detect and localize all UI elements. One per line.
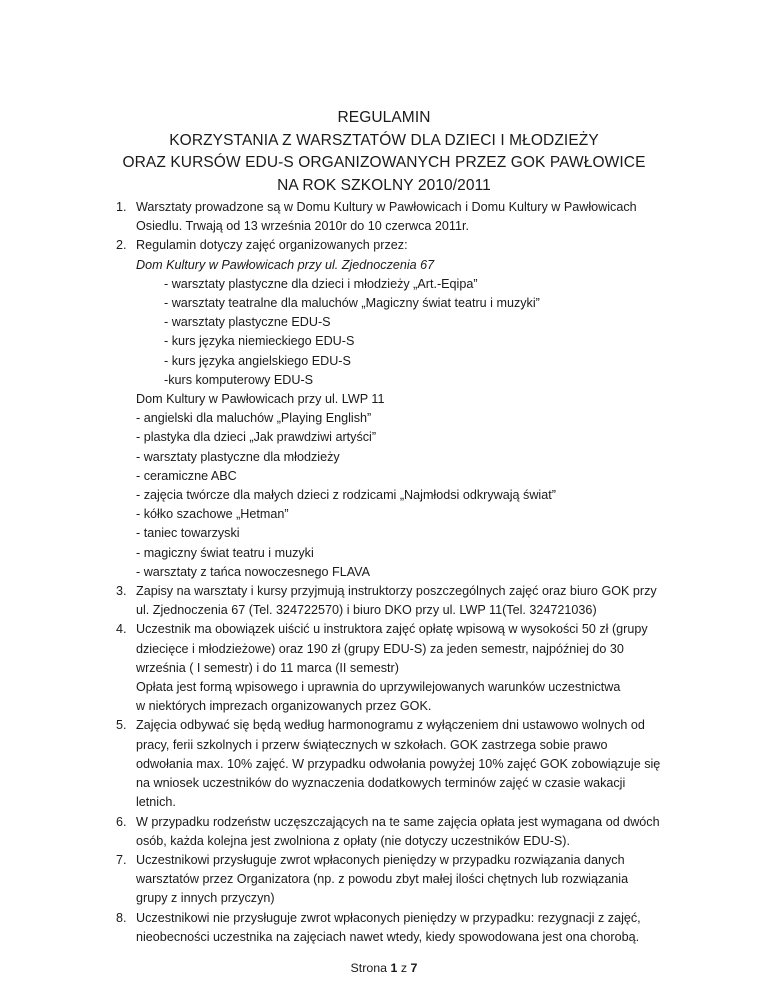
venue-heading-zjednoczenia: Dom Kultury w Pawłowicach przy ul. Zjednoczenia 67 xyxy=(136,257,435,272)
rule-item-2 xyxy=(0,236,768,582)
rule-line: na wniosek uczestników do wyznaczenia dodatkowych terminów zajęć w czasie wakacji xyxy=(136,776,626,791)
rule-line: Uczestnikowi przysługuje zwrot wpłaconych pieniędzy w przypadku rozwiązania danych xyxy=(136,852,625,867)
rule-number: 2. xyxy=(116,238,127,253)
activity-item: -kurs komputerowy EDU-S xyxy=(164,372,314,387)
activity-item: - warsztaty teatralne dla maluchów „Magiczny świat teatru i muzyki” xyxy=(164,296,540,311)
rule-item-1 xyxy=(0,198,768,236)
document-title xyxy=(0,107,768,197)
rules-list xyxy=(0,198,768,947)
footer-page-number: 1 xyxy=(390,961,398,975)
title-line-2: KORZYSTANIA Z WARSZTATÓW DLA DZIECI I MŁODZIEŻY xyxy=(169,131,599,149)
activity-item: - ceramiczne ABC xyxy=(136,468,237,483)
activity-item: - warsztaty plastyczne dla dzieci i młodzieży „Art.-Eqipa” xyxy=(164,276,478,291)
activity-item: - kurs języka angielskiego EDU-S xyxy=(164,353,351,368)
rule-line: w niektórych imprezach organizowanych przez GOK. xyxy=(136,699,432,714)
title-line-3: ORAZ KURSÓW EDU-S ORGANIZOWANYCH PRZEZ GOK PAWŁOWICE xyxy=(122,154,646,171)
activity-item: - warsztaty plastyczne dla młodzieży xyxy=(136,449,340,464)
page-footer xyxy=(0,959,768,977)
rule-number: 8. xyxy=(116,910,127,925)
rule-line: letnich. xyxy=(136,795,176,810)
activity-item: - kurs języka niemieckiego EDU-S xyxy=(164,334,355,349)
activity-item: - plastyka dla dzieci „Jak prawdziwi artyści” xyxy=(136,430,377,445)
title-line-1: REGULAMIN xyxy=(337,109,431,126)
rule-line: pracy, ferii szkolnych i przerw świątecznych w szkołach. GOK zastrzega sobie prawo xyxy=(136,737,608,752)
rule-item-3 xyxy=(0,582,768,620)
rule-line: odwołania max. 10% zajęć. W przypadku odwołania powyżej 10% zajęć GOK zobowiązuje się xyxy=(136,756,661,771)
rule-item-4 xyxy=(0,620,768,716)
venue-heading-lwp: Dom Kultury w Pawłowicach przy ul. LWP 11 xyxy=(136,392,385,407)
rule-line: września ( I semestr) i do 11 marca (II semestr) xyxy=(136,660,399,675)
rule-number: 3. xyxy=(116,584,127,599)
rule-item-7 xyxy=(0,851,768,909)
rule-line: W przypadku rodzeństw uczęszczających na te same zajęcia opłata jest wymagana od dwóch xyxy=(136,814,660,829)
rule-line: osób, każda kolejna jest zwolniona z opłaty (nie dotyczy uczestników EDU-S). xyxy=(136,833,570,848)
activity-item: - warsztaty z tańca nowoczesnego FLAVA xyxy=(136,564,371,579)
rule-line: Zapisy na warsztaty i kursy przyjmują instruktorzy poszczególnych zajęć oraz biuro GOK przy xyxy=(136,584,657,599)
rule-line: Osiedlu. Trwają od 13 września 2010r do 10 czerwca 2011r. xyxy=(136,219,469,234)
rule-number: 1. xyxy=(116,200,127,214)
footer-separator: z xyxy=(400,961,408,975)
rule-line: warsztatów przez Organizatora (np. z powodu zbyt małej ilości chętnych lub rozwiązania xyxy=(136,872,629,887)
rule-line: Uczestnik ma obowiązek uiścić u instruktora zajęć opłatę wpisową w wysokości 50 zł (grupy xyxy=(136,622,648,637)
activity-item: - zajęcia twórcze dla małych dzieci z rodzicami „Najmłodsi odkrywają świat” xyxy=(136,488,556,503)
rule-number: 5. xyxy=(116,718,127,733)
rule-line: dziecięce i młodzieżowe) oraz 190 zł (grupy EDU-S) za jeden semestr, najpóźniej do 30 xyxy=(136,641,624,656)
activity-item: - taniec towarzyski xyxy=(136,526,240,541)
rule-line: ul. Zjednoczenia 67 (Tel. 324722570) i biuro DKO przy ul. LWP 11(Tel. 324721036) xyxy=(136,603,597,618)
rule-item-6 xyxy=(0,813,768,851)
rule-number: 4. xyxy=(116,622,127,637)
activity-item: - kółko szachowe „Hetman” xyxy=(136,507,289,522)
rule-number: 7. xyxy=(116,852,127,867)
rule-line: Uczestnikowi nie przysługuje zwrot wpłaconych pieniędzy w przypadku: rezygnacji z zajęć, xyxy=(136,910,641,925)
activity-item: - magiczny świat teatru i muzyki xyxy=(136,545,314,560)
activity-item: - warsztaty plastyczne EDU-S xyxy=(164,315,331,330)
rule-number: 6. xyxy=(116,814,127,829)
rule-item-5 xyxy=(0,716,768,812)
rule-line: grupy z innych przyczyn) xyxy=(136,891,275,906)
rule-item-8 xyxy=(0,909,768,947)
rule-line: Zajęcia odbywać się będą według harmonogramu z wyłączeniem dni ustawowo wolnych od xyxy=(136,718,645,733)
title-line-4: NA ROK SZKOLNY 2010/2011 xyxy=(277,176,491,194)
activity-item: - angielski dla maluchów „Playing English” xyxy=(136,411,372,426)
rule-line: Opłata jest formą wpisowego i uprawnia do uprzywilejowanych warunków uczestnictwa xyxy=(136,680,621,695)
footer-page-total: 7 xyxy=(410,961,418,975)
rule-line: nieobecności uczestnika na zajęciach nawet wtedy, kiedy spowodowana jest ona chorobą. xyxy=(136,929,640,944)
rule-line: Regulamin dotyczy zajęć organizowanych przez: xyxy=(136,238,408,253)
rule-line: Warsztaty prowadzone są w Domu Kultury w Pawłowicach i Domu Kultury w Pawłowicach xyxy=(136,200,637,214)
footer-prefix: Strona xyxy=(350,961,388,975)
